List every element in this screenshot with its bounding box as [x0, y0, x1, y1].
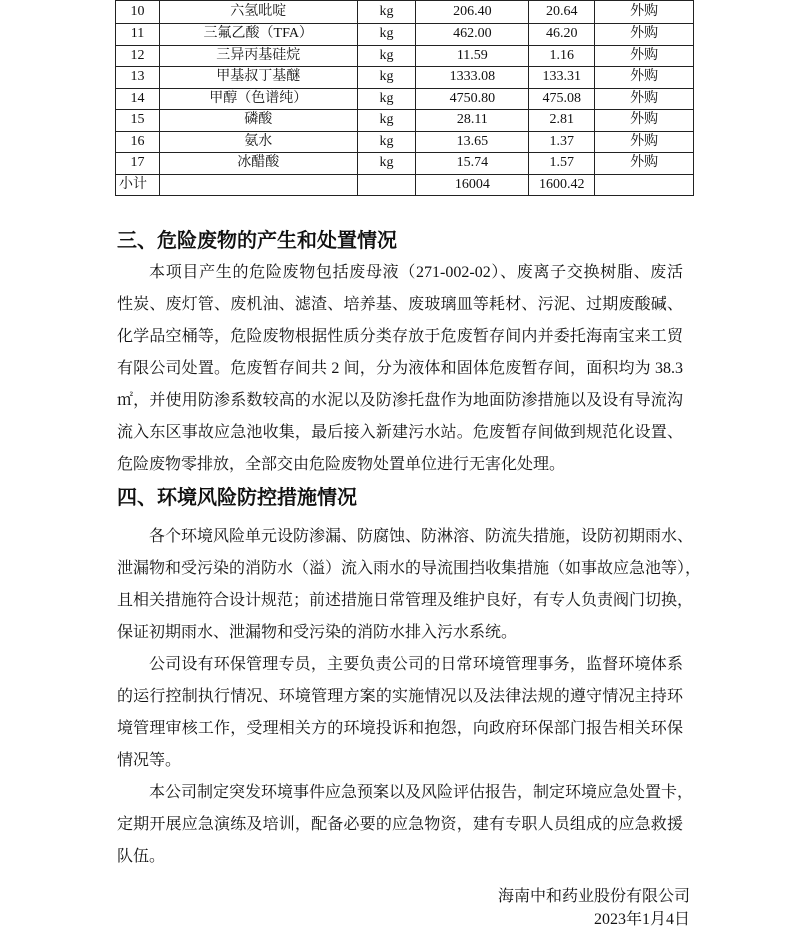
table-cell: 外购 — [595, 88, 694, 110]
table-cell: 46.20 — [529, 24, 595, 46]
table-cell: kg — [357, 45, 416, 67]
table-cell: 1600.42 — [529, 174, 595, 196]
table-cell: 1333.08 — [416, 67, 529, 89]
paragraph — [117, 649, 683, 777]
company-name: 海南中和药业股份有限公司 — [497, 888, 690, 905]
section-4-body — [117, 521, 702, 873]
table-row — [116, 110, 694, 132]
table-row — [116, 153, 694, 175]
table-cell: kg — [357, 131, 416, 153]
table-cell: 11 — [116, 24, 160, 46]
table-cell: kg — [357, 153, 416, 175]
table-cell — [595, 174, 694, 196]
table-cell: 11.59 — [416, 45, 529, 67]
table-cell: 磷酸 — [159, 110, 357, 132]
materials-table — [115, 0, 694, 196]
table-cell: kg — [357, 67, 416, 89]
table-cell: 462.00 — [416, 24, 529, 46]
paragraph-line: ㎡，并使用防渗系数较高的水泥以及防渗托盘作为地面防渗措施以及设有导流沟 — [117, 392, 683, 409]
section-3 — [117, 228, 683, 252]
table-row — [116, 131, 694, 153]
table-cell: kg — [357, 110, 416, 132]
table-row — [116, 1, 694, 24]
paragraph — [117, 777, 694, 873]
table-cell: 外购 — [595, 153, 694, 175]
table-cell: 外购 — [595, 131, 694, 153]
paragraph-line: 性炭、废灯管、废机油、滤渣、培养基、废玻璃皿等耗材、污泥、过期废酸碱、 — [117, 296, 683, 313]
table-cell: 28.11 — [416, 110, 529, 132]
table-cell: 小计 — [116, 174, 160, 196]
paragraph-line: 本公司制定突发环境事件应急预案以及风险评估报告，制定环境应急处置卡， — [149, 784, 694, 801]
table-row — [116, 24, 694, 46]
paragraph — [117, 257, 683, 481]
table-cell: kg — [357, 24, 416, 46]
table-cell: 14 — [116, 88, 160, 110]
paragraph-line: 队伍。 — [117, 848, 166, 865]
table-cell: 15 — [116, 110, 160, 132]
table-cell: 2.81 — [529, 110, 595, 132]
paragraph-line: 各个环境风险单元设防渗漏、防腐蚀、防淋溶、防流失措施，设防初期雨水、 — [149, 528, 694, 545]
table-cell: 三异丙基硅烷 — [159, 45, 357, 67]
table-cell — [357, 174, 416, 196]
table-cell: 16004 — [416, 174, 529, 196]
table-cell: 133.31 — [529, 67, 595, 89]
table-cell: 206.40 — [416, 1, 529, 24]
paragraph-line: 保证初期雨水、泄漏物和受污染的消防水排入污水系统。 — [117, 624, 518, 641]
table-cell — [159, 174, 357, 196]
table-cell: 冰醋酸 — [159, 153, 357, 175]
table-cell: 三氟乙酸（TFA） — [159, 24, 357, 46]
table-row — [116, 67, 694, 89]
table-cell: 外购 — [595, 24, 694, 46]
paragraph-line: 危险废物零排放，全部交由危险废物处置单位进行无害化处理。 — [117, 456, 566, 473]
table-cell: 15.74 — [416, 153, 529, 175]
table-row — [116, 174, 694, 196]
table-cell: 1.57 — [529, 153, 595, 175]
table-cell: 外购 — [595, 45, 694, 67]
paragraph-line: 泄漏物和受污染的消防水（溢）流入雨水的导流围挡收集措施（如事故应急池等）， — [117, 560, 702, 577]
table-cell: kg — [357, 1, 416, 24]
table-cell: 475.08 — [529, 88, 595, 110]
table-cell: 外购 — [595, 110, 694, 132]
paragraph-line: 情况等。 — [117, 752, 182, 769]
table-cell: 10 — [116, 1, 160, 24]
paragraph-line: 流入东区事故应急池收集，最后接入新建污水站。危废暂存间做到规范化设置、 — [117, 424, 683, 441]
table-cell: 外购 — [595, 67, 694, 89]
table-cell: 13 — [116, 67, 160, 89]
section-4 — [117, 485, 683, 509]
section-4-heading: 四、环境风险防控措施情况 — [117, 485, 357, 509]
signature-date: 2023年1月4日 — [593, 911, 690, 928]
table-cell: 外购 — [595, 1, 694, 24]
paragraph-line: 境管理审核工作，受理相关方的环境投诉和抱怨，向政府环保部门报告相关环保 — [117, 720, 683, 737]
table-cell: 16 — [116, 131, 160, 153]
table-row — [116, 88, 694, 110]
table-cell: 1.37 — [529, 131, 595, 153]
table-row — [116, 45, 694, 67]
paragraph-line: 化学品空桶等，危险废物根据性质分类存放于危废暂存间内并委托海南宝来工贸 — [117, 328, 683, 345]
paragraph-line: 有限公司处置。危废暂存间共 2 间，分为液体和固体危废暂存间，面积均为 38.3 — [117, 360, 683, 377]
paragraph-line: 公司设有环保管理专员，主要负责公司的日常环境管理事务，监督环境体系 — [149, 656, 683, 673]
table-cell: 甲醇（色谱纯） — [159, 88, 357, 110]
paragraph-line: 且相关措施符合设计规范；前述措施日常管理及维护良好，有专人负责阀门切换， — [117, 592, 694, 609]
table-cell: 六氢吡啶 — [159, 1, 357, 24]
table-cell: 20.64 — [529, 1, 595, 24]
signature — [498, 885, 690, 931]
table-cell: kg — [357, 88, 416, 110]
table-cell: 17 — [116, 153, 160, 175]
table-cell: 12 — [116, 45, 160, 67]
paragraph-line: 的运行控制执行情况、环境管理方案的实施情况以及法律法规的遵守情况主持环 — [117, 688, 683, 705]
table-cell: 13.65 — [416, 131, 529, 153]
paragraph — [117, 521, 702, 649]
table-cell: 4750.80 — [416, 88, 529, 110]
section-3-body — [117, 257, 683, 481]
paragraph-line: 定期开展应急演练及培训，配备必要的应急物资，建有专职人员组成的应急救援 — [117, 816, 683, 833]
table-cell: 1.16 — [529, 45, 595, 67]
table-cell: 甲基叔丁基醚 — [159, 67, 357, 89]
section-3-heading: 三、危险废物的产生和处置情况 — [117, 228, 397, 252]
table-cell: 氨水 — [159, 131, 357, 153]
paragraph-line: 本项目产生的危险废物包括废母液（271-002-02）、废离子交换树脂、废活 — [149, 264, 683, 281]
